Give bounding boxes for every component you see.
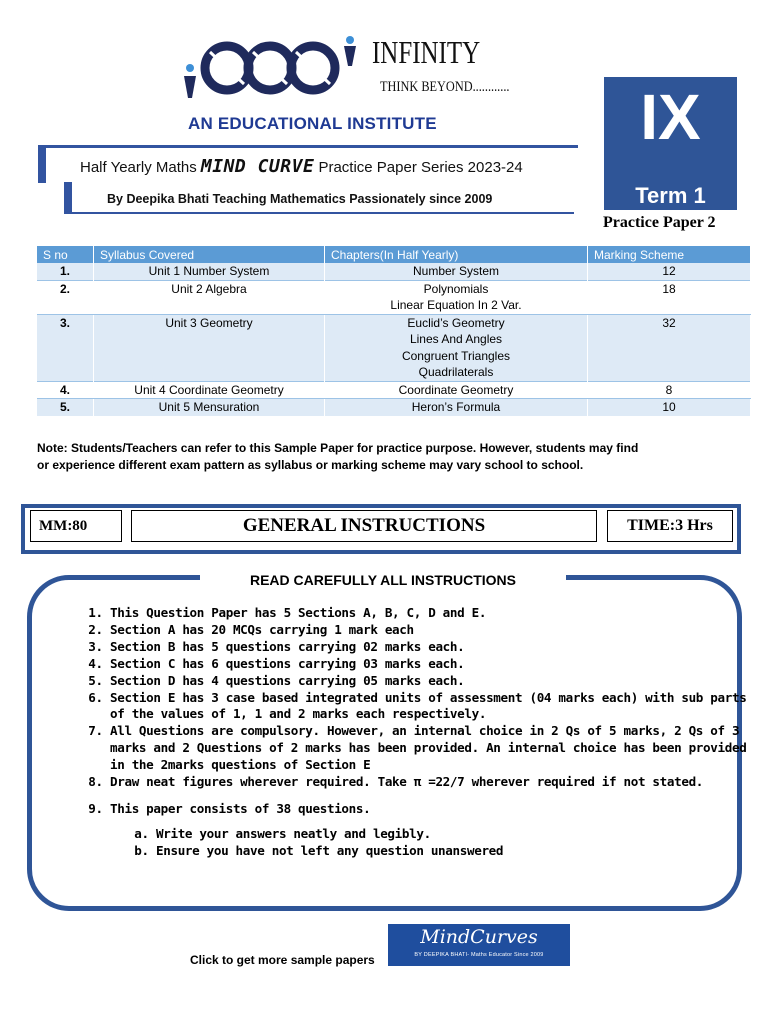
instruction-item: 5. Section D has 4 questions carrying 05 marks each. [110, 673, 760, 690]
infinity-logo [180, 30, 360, 105]
banner-subtitle: BY DEEPIKA BHATI- Maths Educator Since 2009 [414, 952, 544, 958]
row-sno: 1. [37, 263, 94, 280]
instruction-item [110, 801, 760, 860]
banner-rule [64, 182, 72, 214]
series-prefix: Half Yearly Maths [80, 159, 201, 176]
more-papers-link[interactable]: Click to get more sample papers [190, 953, 375, 967]
author-byline: By Deepika Bhati Teaching Mathematics Passionately since 2009 [107, 192, 493, 206]
instructions-title: READ CAREFULLY ALL INSTRUCTIONS [249, 572, 516, 588]
series-title [80, 156, 523, 177]
header-syllabus: Syllabus Covered [94, 246, 325, 263]
instruction-item: 1. This Question Paper has 5 Sections A, B, C, D and E. [110, 605, 760, 622]
row-marks: 12 [588, 263, 751, 280]
banner-rule [64, 212, 574, 214]
note-text [37, 440, 737, 474]
row-syllabus: Unit 5 Mensuration [94, 399, 325, 416]
header-sno: S no [37, 246, 94, 263]
header-marks: Marking Scheme [588, 246, 751, 263]
instruction-item: 3. Section B has 5 questions carrying 02 marks each. [110, 639, 760, 656]
row-chapters [325, 399, 588, 416]
row-marks: 8 [588, 381, 751, 399]
row-chapters [325, 381, 588, 399]
row-sno: 5. [37, 399, 94, 416]
row-marks: 10 [588, 399, 751, 416]
row-syllabus: Unit 3 Geometry [94, 314, 325, 381]
brand-tagline: THINK BEYOND............ [380, 79, 510, 95]
instruction-item: 4. Section C has 6 questions carrying 03 marks each. [110, 656, 760, 673]
row-sno: 4. [37, 381, 94, 399]
table-header-row [37, 246, 751, 263]
instructions-heading: GENERAL INSTRUCTIONS [131, 510, 597, 542]
series-suffix: Practice Paper Series 2023-24 [314, 159, 523, 176]
brand-name: INFINITY [372, 34, 481, 70]
instruction-item: 2. Section A has 20 MCQs carrying 1 mark each [110, 622, 760, 639]
table-row [37, 381, 751, 399]
row-sno: 2. [37, 280, 94, 314]
row-syllabus: Unit 4 Coordinate Geometry [94, 381, 325, 399]
exam-time: TIME:3 Hrs [607, 510, 733, 542]
table-row [37, 280, 751, 314]
chapter-name: Heron’s Formula [411, 400, 501, 414]
chapter-name: Coordinate Geometry [398, 382, 514, 397]
note-line: or experience different exam pattern as syllabus or marking scheme may vary school to school. [37, 458, 584, 472]
instruction-text: This paper consists of 38 questions. [110, 800, 371, 816]
instruction-subitem: b. Ensure you have not left any question unanswered [156, 843, 760, 860]
chapter-name: Linear Equation In 2 Var. [390, 298, 522, 312]
instruction-item: 8. Draw neat figures wherever required. Take π =22/7 wherever required if not stated. [110, 774, 760, 791]
instruction-sublist [110, 826, 760, 860]
paper-label: Practice Paper 2 [603, 214, 716, 231]
row-marks: 32 [588, 314, 751, 381]
chapter-name: Number System [412, 264, 500, 278]
series-brand: MIND CURVE [200, 156, 315, 177]
max-marks: MM:80 [30, 510, 122, 542]
syllabus-table [37, 246, 751, 416]
mindcurves-banner[interactable] [388, 924, 570, 966]
table-row [37, 314, 751, 381]
term-label: Term 1 [635, 183, 706, 208]
chapter-name: Congruent Triangles [401, 348, 511, 363]
instruction-subitem: a. Write your answers neatly and legibly. [156, 826, 760, 843]
chapter-name: Euclid’s Geometry [407, 315, 505, 330]
chapter-name: Quadrilaterals [418, 365, 494, 379]
row-marks: 18 [588, 280, 751, 314]
row-chapters [325, 314, 588, 381]
row-sno: 3. [37, 314, 94, 381]
banner-rule [38, 145, 46, 183]
class-label: IX [640, 81, 701, 153]
instruction-item: 7. All Questions are compulsory. However, an internal choice in 2 Qs of 5 marks, 2 Qs of 3 marks and 2 Questions of 2 marks has been provided. An internal choice has been provided in the 2marks questions of Section E [110, 723, 760, 774]
table-row [37, 399, 751, 416]
note-line: Note: Students/Teachers can refer to this Sample Paper for practice purpose. However, students may find [37, 441, 639, 455]
row-chapters [325, 263, 588, 280]
banner-title: MindCurves [420, 926, 538, 948]
instruction-item: 6. Section E has 3 case based integrated units of assessment (04 marks each) with sub parts of the values of 1, 1 and 2 marks each respectively. [110, 690, 760, 724]
chapter-name: Lines And Angles [409, 332, 503, 346]
chapter-name: Polynomials [423, 281, 489, 296]
row-chapters [325, 280, 588, 314]
table-row [37, 263, 751, 280]
banner-rule [38, 145, 578, 148]
instructions-list [62, 605, 760, 860]
row-syllabus: Unit 1 Number System [94, 263, 325, 280]
institute-name: AN EDUCATIONAL INSTITUTE [188, 114, 437, 133]
row-syllabus: Unit 2 Algebra [94, 280, 325, 314]
header-chapters: Chapters(In Half Yearly) [325, 246, 588, 263]
